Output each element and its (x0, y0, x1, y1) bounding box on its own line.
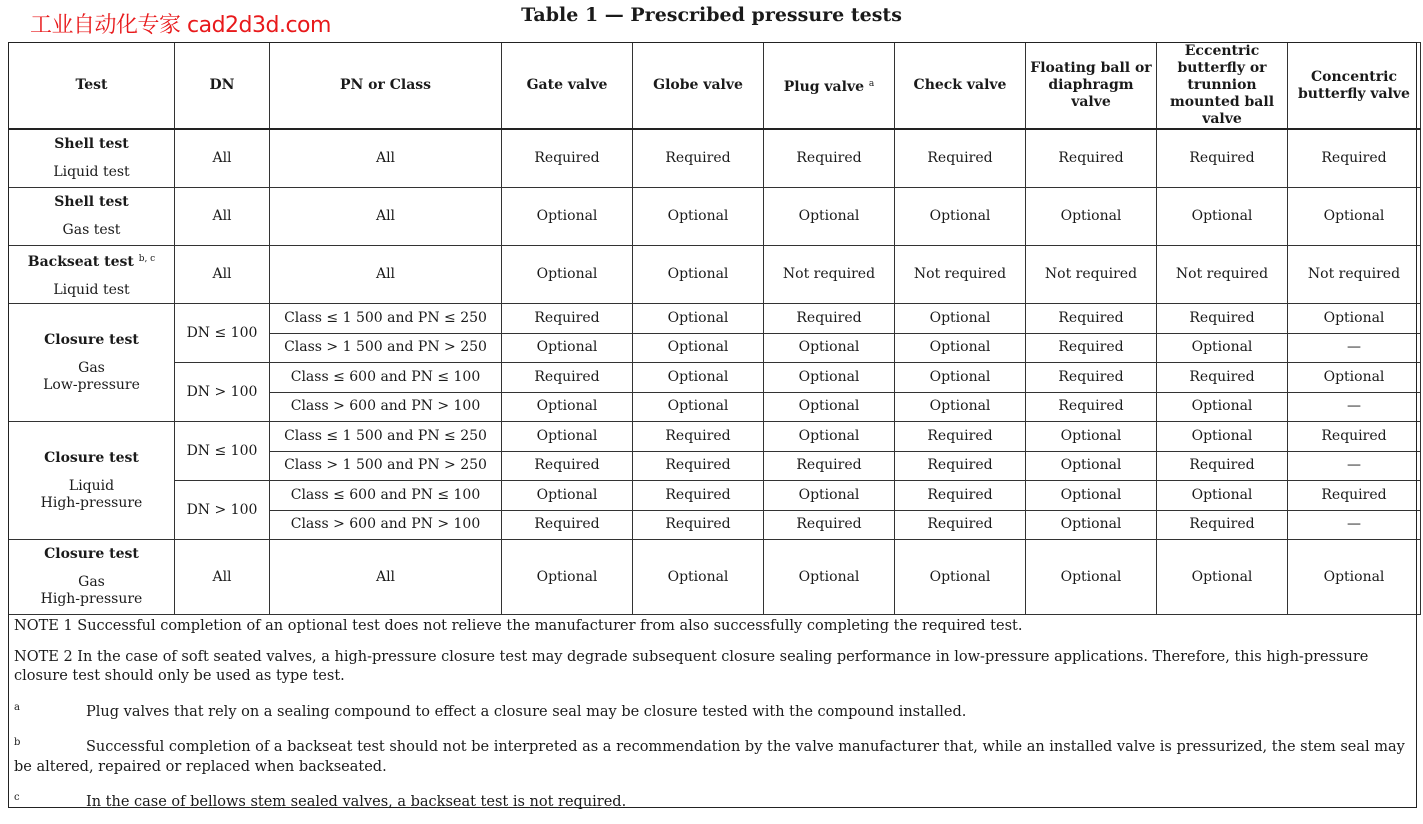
pn-cell: Class ≤ 1 500 and PN ≤ 250 (270, 422, 502, 452)
value-cell: Required (1288, 422, 1421, 452)
value-cell: Optional (502, 392, 633, 422)
footnote-c (14, 788, 1414, 813)
value-cell: Optional (1026, 188, 1157, 246)
test-subtype: Liquid test (53, 281, 130, 298)
value-cell: Required (895, 510, 1026, 540)
value-cell: Required (764, 451, 895, 481)
dn-cell: All (175, 540, 270, 615)
value-cell: Required (1157, 510, 1288, 540)
value-cell: Optional (502, 540, 633, 615)
footnote-key: b (14, 737, 21, 748)
value-cell: Optional (1157, 333, 1288, 363)
test-medium: Liquid (68, 477, 115, 494)
value-cell: Optional (895, 363, 1026, 393)
test-pressure: Low-pressure (43, 376, 140, 393)
value-cell: Required (1288, 481, 1421, 511)
value-cell: Required (895, 451, 1026, 481)
dn-cell: All (175, 246, 270, 304)
note-1: NOTE 1 Successful completion of an optional test does not relieve the manufacturer from also successfully completing the required test. (14, 618, 1023, 634)
footnote-key: c (14, 792, 20, 803)
value-cell: Not required (895, 246, 1026, 304)
header-pn: PN or Class (270, 43, 502, 130)
pn-cell: Class > 1 500 and PN > 250 (270, 451, 502, 481)
test-medium: Gas (78, 574, 105, 590)
value-cell: Optional (895, 188, 1026, 246)
value-cell: Optional (764, 540, 895, 615)
watermark: 工业自动化专家 cad2d3d.com (30, 13, 331, 38)
value-cell: Optional (1026, 540, 1157, 615)
table-caption: Table 1 — Prescribed pressure tests (521, 4, 902, 26)
pn-cell: All (270, 188, 502, 246)
value-cell: Not required (764, 246, 895, 304)
value-cell: Required (1157, 129, 1288, 188)
header-floating: Floating ball or diaphragm valve (1026, 43, 1157, 130)
header-globe: Globe valve (633, 43, 764, 130)
pn-cell: Class > 600 and PN > 100 (270, 392, 502, 422)
value-cell: Optional (1288, 363, 1421, 393)
footnote-key: a (14, 701, 20, 713)
test-subtype: Gas test (62, 222, 121, 238)
header-eccentric: Eccentric butterfly or trunnion mounted ball valve (1157, 43, 1288, 130)
test-name: Closure test (44, 331, 139, 348)
value-cell: Optional (1288, 540, 1421, 615)
value-cell: Optional (764, 392, 895, 422)
header-test: Test (9, 43, 175, 130)
value-cell: Optional (895, 333, 1026, 363)
value-cell: Optional (633, 333, 764, 363)
value-cell: Required (1026, 129, 1157, 188)
value-cell: Optional (633, 188, 764, 246)
value-cell: Optional (764, 363, 895, 393)
value-cell: Required (502, 129, 633, 188)
test-pressure: High-pressure (40, 591, 143, 607)
value-cell: Required (1026, 333, 1157, 363)
header-concentric: Concentric butterfly valve (1288, 43, 1421, 130)
value-cell: Optional (764, 333, 895, 363)
value-cell: Optional (1026, 422, 1157, 452)
value-cell: Required (1157, 304, 1288, 334)
value-cell: Required (633, 510, 764, 540)
pn-cell: Class > 600 and PN > 100 (270, 510, 502, 540)
pn-cell: Class ≤ 600 and PN ≤ 100 (270, 363, 502, 393)
dn-cell: DN > 100 (175, 481, 270, 540)
value-cell: Optional (1288, 304, 1421, 334)
test-name-text: Backseat test (27, 253, 134, 270)
pn-cell: Class > 1 500 and PN > 250 (270, 333, 502, 363)
value-cell: Required (764, 129, 895, 188)
value-cell: Optional (1157, 392, 1288, 422)
value-cell: Required (1157, 363, 1288, 393)
test-name-text: Shell test (54, 136, 129, 152)
test-subtype: Liquid test (53, 164, 130, 180)
pn-cell: Class ≤ 600 and PN ≤ 100 (270, 481, 502, 511)
value-cell: Required (764, 510, 895, 540)
value-cell: Required (895, 422, 1026, 452)
value-cell: Required (1026, 363, 1157, 393)
dn-cell: All (175, 129, 270, 188)
test-name: Closure test (44, 546, 139, 562)
value-cell: Optional (633, 363, 764, 393)
value-cell: Optional (764, 422, 895, 452)
value-cell: Optional (1157, 481, 1288, 511)
value-cell: Optional (502, 481, 633, 511)
dn-cell: DN ≤ 100 (175, 422, 270, 481)
value-cell: Optional (895, 540, 1026, 615)
value-cell: Required (895, 481, 1026, 511)
test-medium: Gas (78, 359, 105, 376)
header-plug-label: Plug valve (783, 78, 864, 95)
value-cell: Optional (1157, 188, 1288, 246)
value-cell: Optional (633, 392, 764, 422)
value-cell: Required (1026, 304, 1157, 334)
test-footnote-mark: b, c (138, 253, 156, 264)
header-gate: Gate valve (502, 43, 633, 130)
value-cell: Optional (502, 333, 633, 363)
footnote-text: Successful completion of a backseat test should not be interpreted as a recommendation by the valve manufacturer that, while an installed valve is pressurized, the stem seal may be altered, repaired or replaced when backseated. (14, 739, 1405, 775)
test-pressure: High-pressure (40, 494, 143, 511)
value-cell: Required (502, 510, 633, 540)
value-cell: Required (633, 129, 764, 188)
value-cell: Not required (1157, 246, 1288, 304)
header-check: Check valve (895, 43, 1026, 130)
value-cell: Required (895, 129, 1026, 188)
notes-section (14, 617, 1414, 824)
footnote-text: In the case of bellows stem sealed valves, a backseat test is not required. (86, 794, 627, 810)
value-cell: Required (502, 304, 633, 334)
dn-cell: DN ≤ 100 (175, 304, 270, 363)
value-cell: Required (633, 481, 764, 511)
value-cell: Required (1026, 392, 1157, 422)
value-cell: Optional (1026, 510, 1157, 540)
value-cell: Optional (633, 246, 764, 304)
dn-cell: DN > 100 (175, 363, 270, 422)
header-plug-footnote-mark: a (868, 78, 875, 89)
value-cell: Optional (502, 246, 633, 304)
value-cell: Optional (895, 304, 1026, 334)
value-cell: Required (764, 304, 895, 334)
pn-cell: All (270, 540, 502, 615)
value-cell: Required (633, 451, 764, 481)
value-cell: — (1288, 392, 1421, 422)
value-cell: Optional (633, 540, 764, 615)
test-name-text: Shell test (54, 194, 129, 210)
value-cell: — (1288, 451, 1421, 481)
footnote-a (14, 698, 1414, 723)
value-cell: Not required (1026, 246, 1157, 304)
value-cell: Optional (633, 304, 764, 334)
value-cell: Optional (1026, 481, 1157, 511)
pn-cell: All (270, 129, 502, 188)
note-2: NOTE 2 In the case of soft seated valves, a high-pressure closure test may degrade subsequent closure sealing performance in low-pressure applications. Therefore, this high-pressure closure test should only be used as type test. (14, 648, 1369, 684)
header-dn: DN (175, 43, 270, 130)
value-cell: Optional (764, 481, 895, 511)
test-name: Closure test (44, 449, 139, 466)
footnote-text: Plug valves that rely on a sealing compound to effect a closure seal may be closure tested with the compound installed. (86, 703, 967, 720)
value-cell: — (1288, 510, 1421, 540)
value-cell: Optional (895, 392, 1026, 422)
value-cell: Required (633, 422, 764, 452)
footnote-b (14, 733, 1414, 777)
value-cell: Optional (1026, 451, 1157, 481)
value-cell: Required (1157, 451, 1288, 481)
value-cell: Required (502, 363, 633, 393)
pn-cell: All (270, 246, 502, 304)
value-cell: Required (1288, 129, 1421, 188)
value-cell: Optional (1288, 188, 1421, 246)
value-cell: Optional (502, 422, 633, 452)
value-cell: Optional (502, 188, 633, 246)
value-cell: Optional (764, 188, 895, 246)
dn-cell: All (175, 188, 270, 246)
value-cell: Not required (1288, 246, 1421, 304)
value-cell: — (1288, 333, 1421, 363)
value-cell: Optional (1157, 540, 1288, 615)
value-cell: Optional (1157, 422, 1288, 452)
pn-cell: Class ≤ 1 500 and PN ≤ 250 (270, 304, 502, 334)
value-cell: Required (502, 451, 633, 481)
